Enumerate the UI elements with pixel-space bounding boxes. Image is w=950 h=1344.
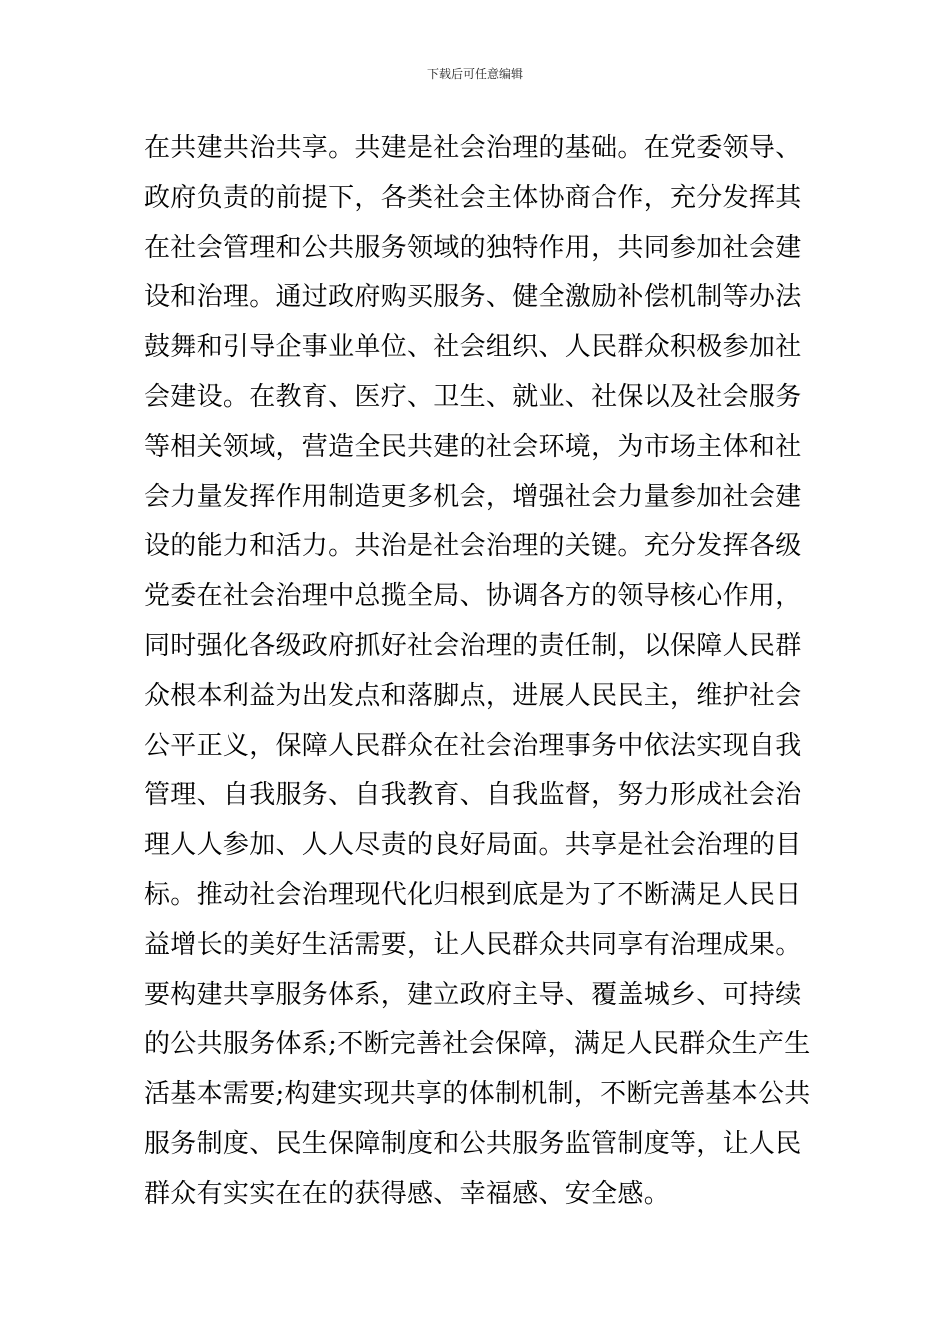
text-line: 群众有实实在在的获得感、幸福感、安全感。 [144,1178,671,1209]
text-line: 益增长的美好生活需要，让人民群众共同享有治理成果。 [144,929,802,960]
text-line: 同时强化各级政府抓好社会治理的责任制，以保障人民群 [144,630,802,661]
text-line: 服务制度、民生保障制度和公共服务监管制度等，让人民 [144,1128,802,1159]
text-line: 设和治理。通过政府购买服务、健全激励补偿机制等办法 [144,282,802,313]
text-line: 管理、自我服务、自我教育、自我监督，努力形成社会治 [144,780,802,811]
text-line: 会建设。在教育、医疗、卫生、就业、社保以及社会服务 [144,381,802,412]
text-line: 在共建共治共享。共建是社会治理的基础。在党委领导、 [144,133,802,163]
text-line: 众根本利益为出发点和落脚点，进展人民民主，维护社会 [144,680,802,711]
text-line: 等相关领域，营造全民共建的社会环境，为市场主体和社 [144,431,802,462]
text-line: 在社会管理和公共服务领域的独特作用，共同参加社会建 [144,232,802,263]
text-line: 会力量发挥作用制造更多机会，增强社会力量参加社会建 [144,481,802,512]
text-line: 要构建共享服务体系，建立政府主导、覆盖城乡、可持续 [144,979,802,1010]
body-paragraph [144,124,814,1220]
text-line: 理人人参加、人人尽责的良好局面。共享是社会治理的目 [144,830,802,861]
text-line: 党委在社会治理中总揽全局、协调各方的领导核心作用， [144,581,802,612]
text-line: 政府负责的前提下，各类社会主体协商合作，充分发挥其 [144,182,802,213]
page-header: 下载后可任意编辑 [426,67,523,81]
text-line: 活基本需要;构建实现共享的体制机制，不断完善基本公共 [144,1079,811,1110]
text-line: 鼓舞和引导企事业单位、社会组织、人民群众积极参加社 [144,332,802,363]
text-line: 标。推动社会治理现代化归根到底是为了不断满足人民日 [144,879,802,910]
text-line: 公平正义，保障人民群众在社会治理事务中依法实现自我 [144,730,802,761]
text-line: 的公共服务体系;不断完善社会保障，满足人民群众生产生 [144,1029,811,1060]
text-line: 设的能力和活力。共治是社会治理的关键。充分发挥各级 [144,531,802,562]
